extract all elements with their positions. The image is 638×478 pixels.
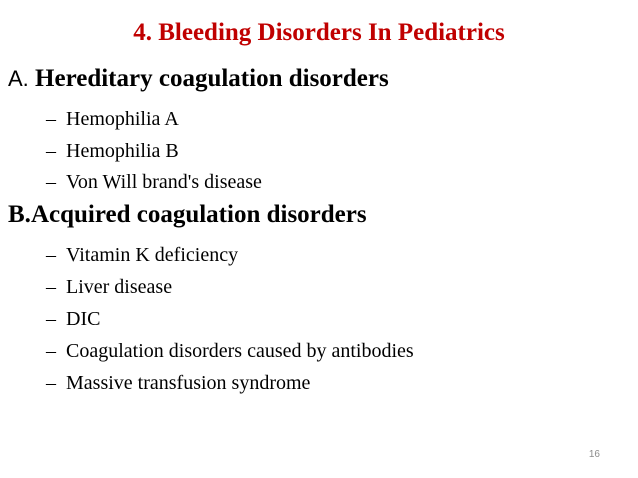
dash-bullet: – — [46, 244, 56, 266]
slide-title: 4. Bleeding Disorders In Pediatrics — [133, 19, 505, 46]
section-heading-text: Hereditary coagulation disorders — [35, 65, 389, 92]
section-heading-hereditary — [8, 63, 389, 95]
list-item-text: Hemophilia B — [66, 140, 179, 162]
list-item — [46, 336, 414, 366]
list-item — [46, 304, 100, 334]
dash-bullet: – — [46, 308, 56, 330]
list-item-text: Vitamin K deficiency — [66, 244, 239, 266]
list-item — [46, 368, 310, 398]
section-heading-acquired — [8, 199, 367, 231]
page-number: 16 — [588, 449, 600, 460]
list-item-text: DIC — [66, 308, 101, 330]
list-item-text: Coagulation disorders caused by antibodies — [66, 340, 414, 362]
section-marker: B. — [8, 201, 31, 228]
list-item-text: Massive transfusion syndrome — [66, 372, 311, 394]
dash-bullet: – — [46, 108, 56, 130]
list-item — [46, 167, 262, 197]
dash-bullet: – — [46, 140, 56, 162]
list-item — [46, 240, 238, 270]
list-item-text: Von Will brand's disease — [66, 171, 262, 193]
section-marker: A. — [8, 66, 29, 91]
dash-bullet: – — [46, 171, 56, 193]
list-item — [46, 136, 179, 166]
dash-bullet: – — [46, 276, 56, 298]
list-item — [46, 104, 179, 134]
list-item-text: Hemophilia A — [66, 108, 179, 130]
dash-bullet: – — [46, 372, 56, 394]
list-item-text: Liver disease — [66, 276, 173, 298]
section-heading-text: Acquired coagulation disorders — [30, 201, 367, 228]
list-item — [46, 272, 172, 302]
dash-bullet: – — [46, 340, 56, 362]
